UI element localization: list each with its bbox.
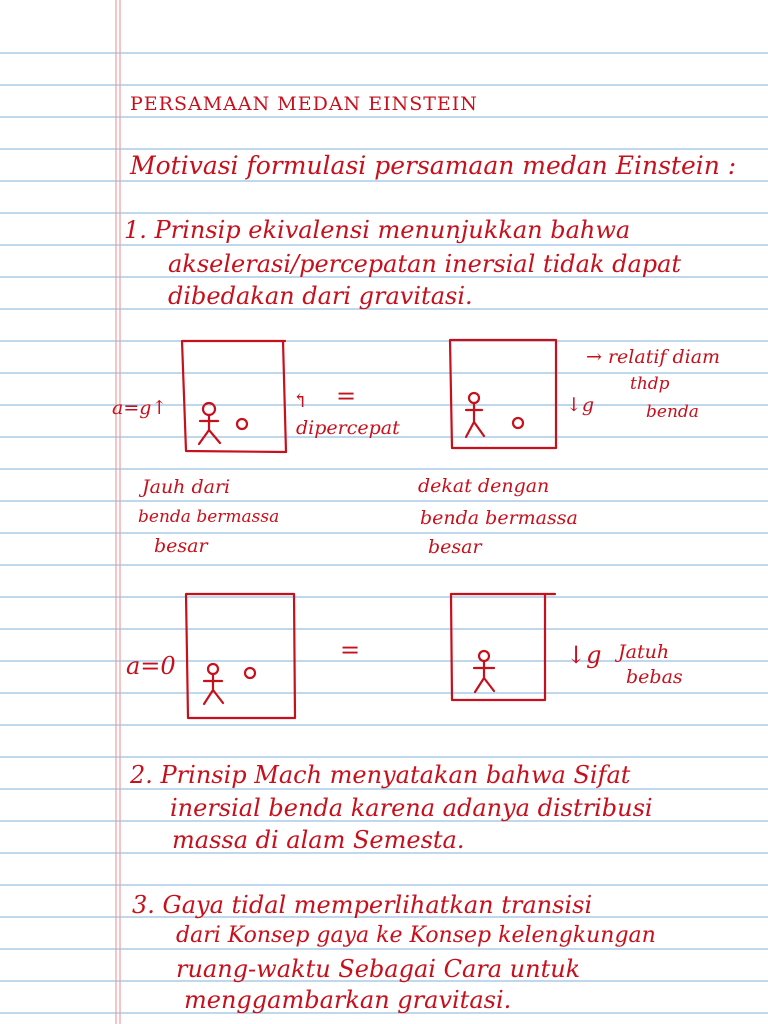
point2-line3: massa di alam Semesta. <box>172 826 465 854</box>
accelerated-note: dipercepat <box>296 417 400 439</box>
point2-line2: inersial benda karena adanya distribusi <box>170 794 653 822</box>
point1-line1: 1. Prinsip ekivalensi menunjukkan bahwa <box>124 216 631 244</box>
elevator-box-accelerated <box>182 341 286 452</box>
left-caption-line2: benda bermassa <box>138 507 280 527</box>
ball-icon <box>513 418 523 428</box>
curved-arrow-icon: ↰ <box>292 390 308 412</box>
point3-line4: menggambarkan gravitasi. <box>184 986 512 1014</box>
gravity-label-2: ↓g <box>566 641 602 669</box>
motivation-heading: Motivasi formulasi persamaan medan Einstein : <box>130 151 737 180</box>
point2-line1: 2. Prinsip Mach menyatakan bahwa Sifat <box>130 761 631 789</box>
elevator-box-free-space <box>186 594 295 718</box>
free-fall-note-2: bebas <box>626 666 683 688</box>
relative-rest-note-2: thdp <box>630 374 670 394</box>
ball-icon <box>245 668 255 678</box>
relative-rest-note: → relatif diam <box>586 346 721 368</box>
free-fall-note: Jatuh <box>618 641 670 663</box>
equals-sign: = <box>336 382 357 410</box>
right-caption-line3: besar <box>428 536 482 558</box>
relative-rest-note-3: benda <box>646 402 699 422</box>
left-caption-line3: besar <box>154 535 208 557</box>
point1-line3: dibedakan dari gravitasi. <box>168 282 473 310</box>
zero-acceleration-label: a=0 <box>126 652 176 680</box>
point3-line1: 3. Gaya tidal memperlihatkan transisi <box>132 891 593 919</box>
stick-figure-icon <box>466 393 484 437</box>
elevator-box-gravity <box>450 340 556 448</box>
right-caption-line1: dekat dengan <box>418 475 550 497</box>
stick-figure-icon <box>204 664 223 704</box>
point1-line2: akselerasi/percepatan inersial tidak dapat <box>168 250 682 278</box>
ruled-lines <box>0 53 768 1013</box>
stick-figure-icon <box>474 651 494 692</box>
right-caption-line2: benda bermassa <box>420 507 578 529</box>
point3-line2: dari Konsep gaya ke Konsep kelengkungan <box>176 923 656 948</box>
equals-sign-2: = <box>340 636 361 664</box>
left-caption-line1: Jauh dari <box>142 476 231 498</box>
elevator-box-free-fall <box>451 594 555 700</box>
stick-figure-icon <box>199 403 220 444</box>
page-title: PERSAMAAN MEDAN EINSTEIN <box>130 93 478 115</box>
ball-icon <box>237 419 247 429</box>
acceleration-label: a=g↑ <box>112 397 168 419</box>
gravity-label: ↓g <box>566 394 595 416</box>
point3-line3: ruang-waktu Sebagai Cara untuk <box>176 955 581 983</box>
